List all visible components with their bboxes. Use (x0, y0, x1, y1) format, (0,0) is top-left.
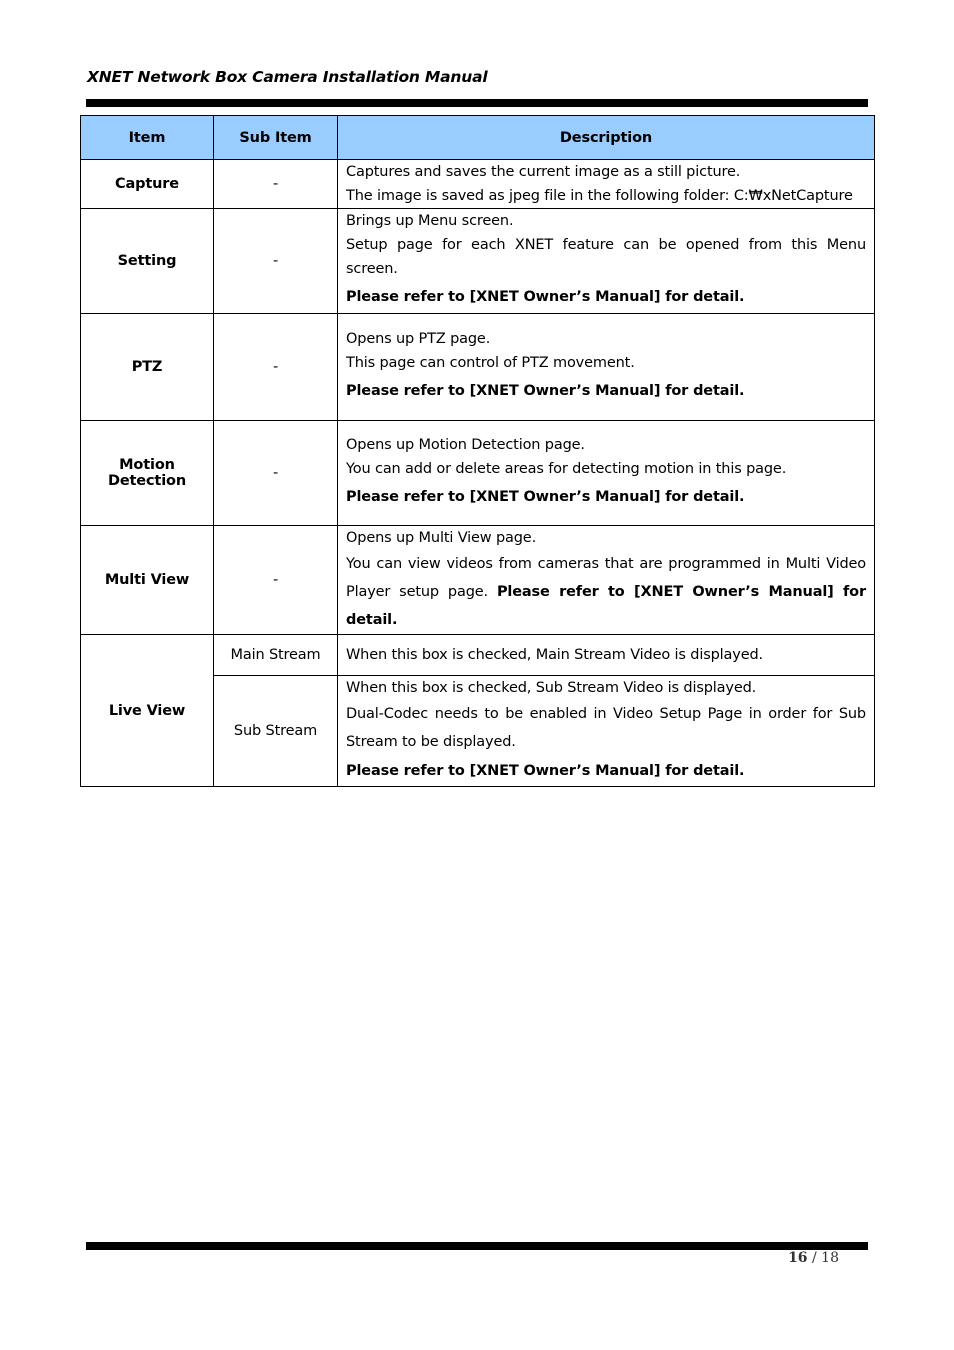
table-row-motion-detection (81, 421, 875, 526)
description-line: Setup page for each XNET feature can be opened from this Menu screen. (346, 237, 866, 277)
table-row-setting (81, 209, 875, 314)
description-cell (338, 676, 875, 787)
description-cell (338, 421, 875, 526)
table-row-capture (81, 160, 875, 209)
current-page: 16 (788, 1250, 808, 1266)
description-line: Opens up Multi View page. (346, 530, 537, 546)
description-paragraph (346, 550, 866, 634)
table-header-row (81, 116, 875, 160)
table-row-ptz (81, 314, 875, 421)
item-label-line: Detection (107, 473, 187, 489)
description-line: Opens up Motion Detection page. (346, 437, 585, 453)
page-number (788, 1250, 839, 1266)
manual-reference: Please refer to [XNET Owner’s Manual] for detail. (346, 584, 866, 628)
description-line: Brings up Menu screen. (346, 213, 514, 229)
sub-item-cell: Sub Stream (214, 676, 338, 787)
manual-reference: Please refer to [XNET Owner’s Manual] for detail. (346, 763, 745, 779)
item-cell: Capture (81, 160, 214, 209)
sub-item-cell: Main Stream (214, 635, 338, 676)
description-cell (338, 160, 875, 209)
manual-reference: Please refer to [XNET Owner’s Manual] for detail. (346, 383, 745, 399)
item-cell: PTZ (81, 314, 214, 421)
table-row-live-view-main (81, 635, 875, 676)
item-cell: Live View (81, 635, 214, 787)
description-line: You can add or delete areas for detecting motion in this page. (346, 461, 787, 477)
description-cell (338, 314, 875, 421)
total-pages: 18 (821, 1250, 839, 1266)
item-label-line: Motion (119, 457, 175, 473)
manual-reference: Please refer to [XNET Owner’s Manual] for detail. (346, 289, 745, 305)
header-rule (86, 99, 868, 107)
description-cell (338, 526, 875, 635)
item-cell: Multi View (81, 526, 214, 635)
description-text: You can view videos from cameras that are programmed in Multi Video Player setup page. (346, 556, 866, 600)
sub-item-cell: - (214, 160, 338, 209)
page-separator: / (807, 1250, 822, 1266)
item-cell (81, 421, 214, 526)
column-header-description: Description (338, 116, 875, 160)
description-line: The image is saved as jpeg file in the following folder: C:₩xNetCapture (346, 188, 853, 204)
description-line: This page can control of PTZ movement. (346, 355, 635, 371)
document-title: XNET Network Box Camera Installation Manual (87, 68, 488, 86)
description-line: When this box is checked, Main Stream Video is displayed. (346, 647, 763, 663)
table-row-multi-view (81, 526, 875, 635)
item-cell: Setting (81, 209, 214, 314)
description-cell (338, 635, 875, 676)
description-line: When this box is checked, Sub Stream Video is displayed. (346, 680, 757, 696)
sub-item-cell: - (214, 526, 338, 635)
description-line: Dual-Codec needs to be enabled in Video Setup Page in order for Sub Stream to be displayed. (346, 706, 866, 750)
column-header-sub-item: Sub Item (214, 116, 338, 160)
manual-reference: Please refer to [XNET Owner’s Manual] for detail. (346, 489, 745, 505)
description-line: Opens up PTZ page. (346, 331, 491, 347)
feature-table (80, 115, 875, 787)
sub-item-cell: - (214, 314, 338, 421)
sub-item-cell: - (214, 209, 338, 314)
description-line: Captures and saves the current image as a still picture. (346, 164, 741, 180)
description-cell (338, 209, 875, 314)
column-header-item: Item (81, 116, 214, 160)
sub-item-cell: - (214, 421, 338, 526)
footer-rule (86, 1242, 868, 1250)
